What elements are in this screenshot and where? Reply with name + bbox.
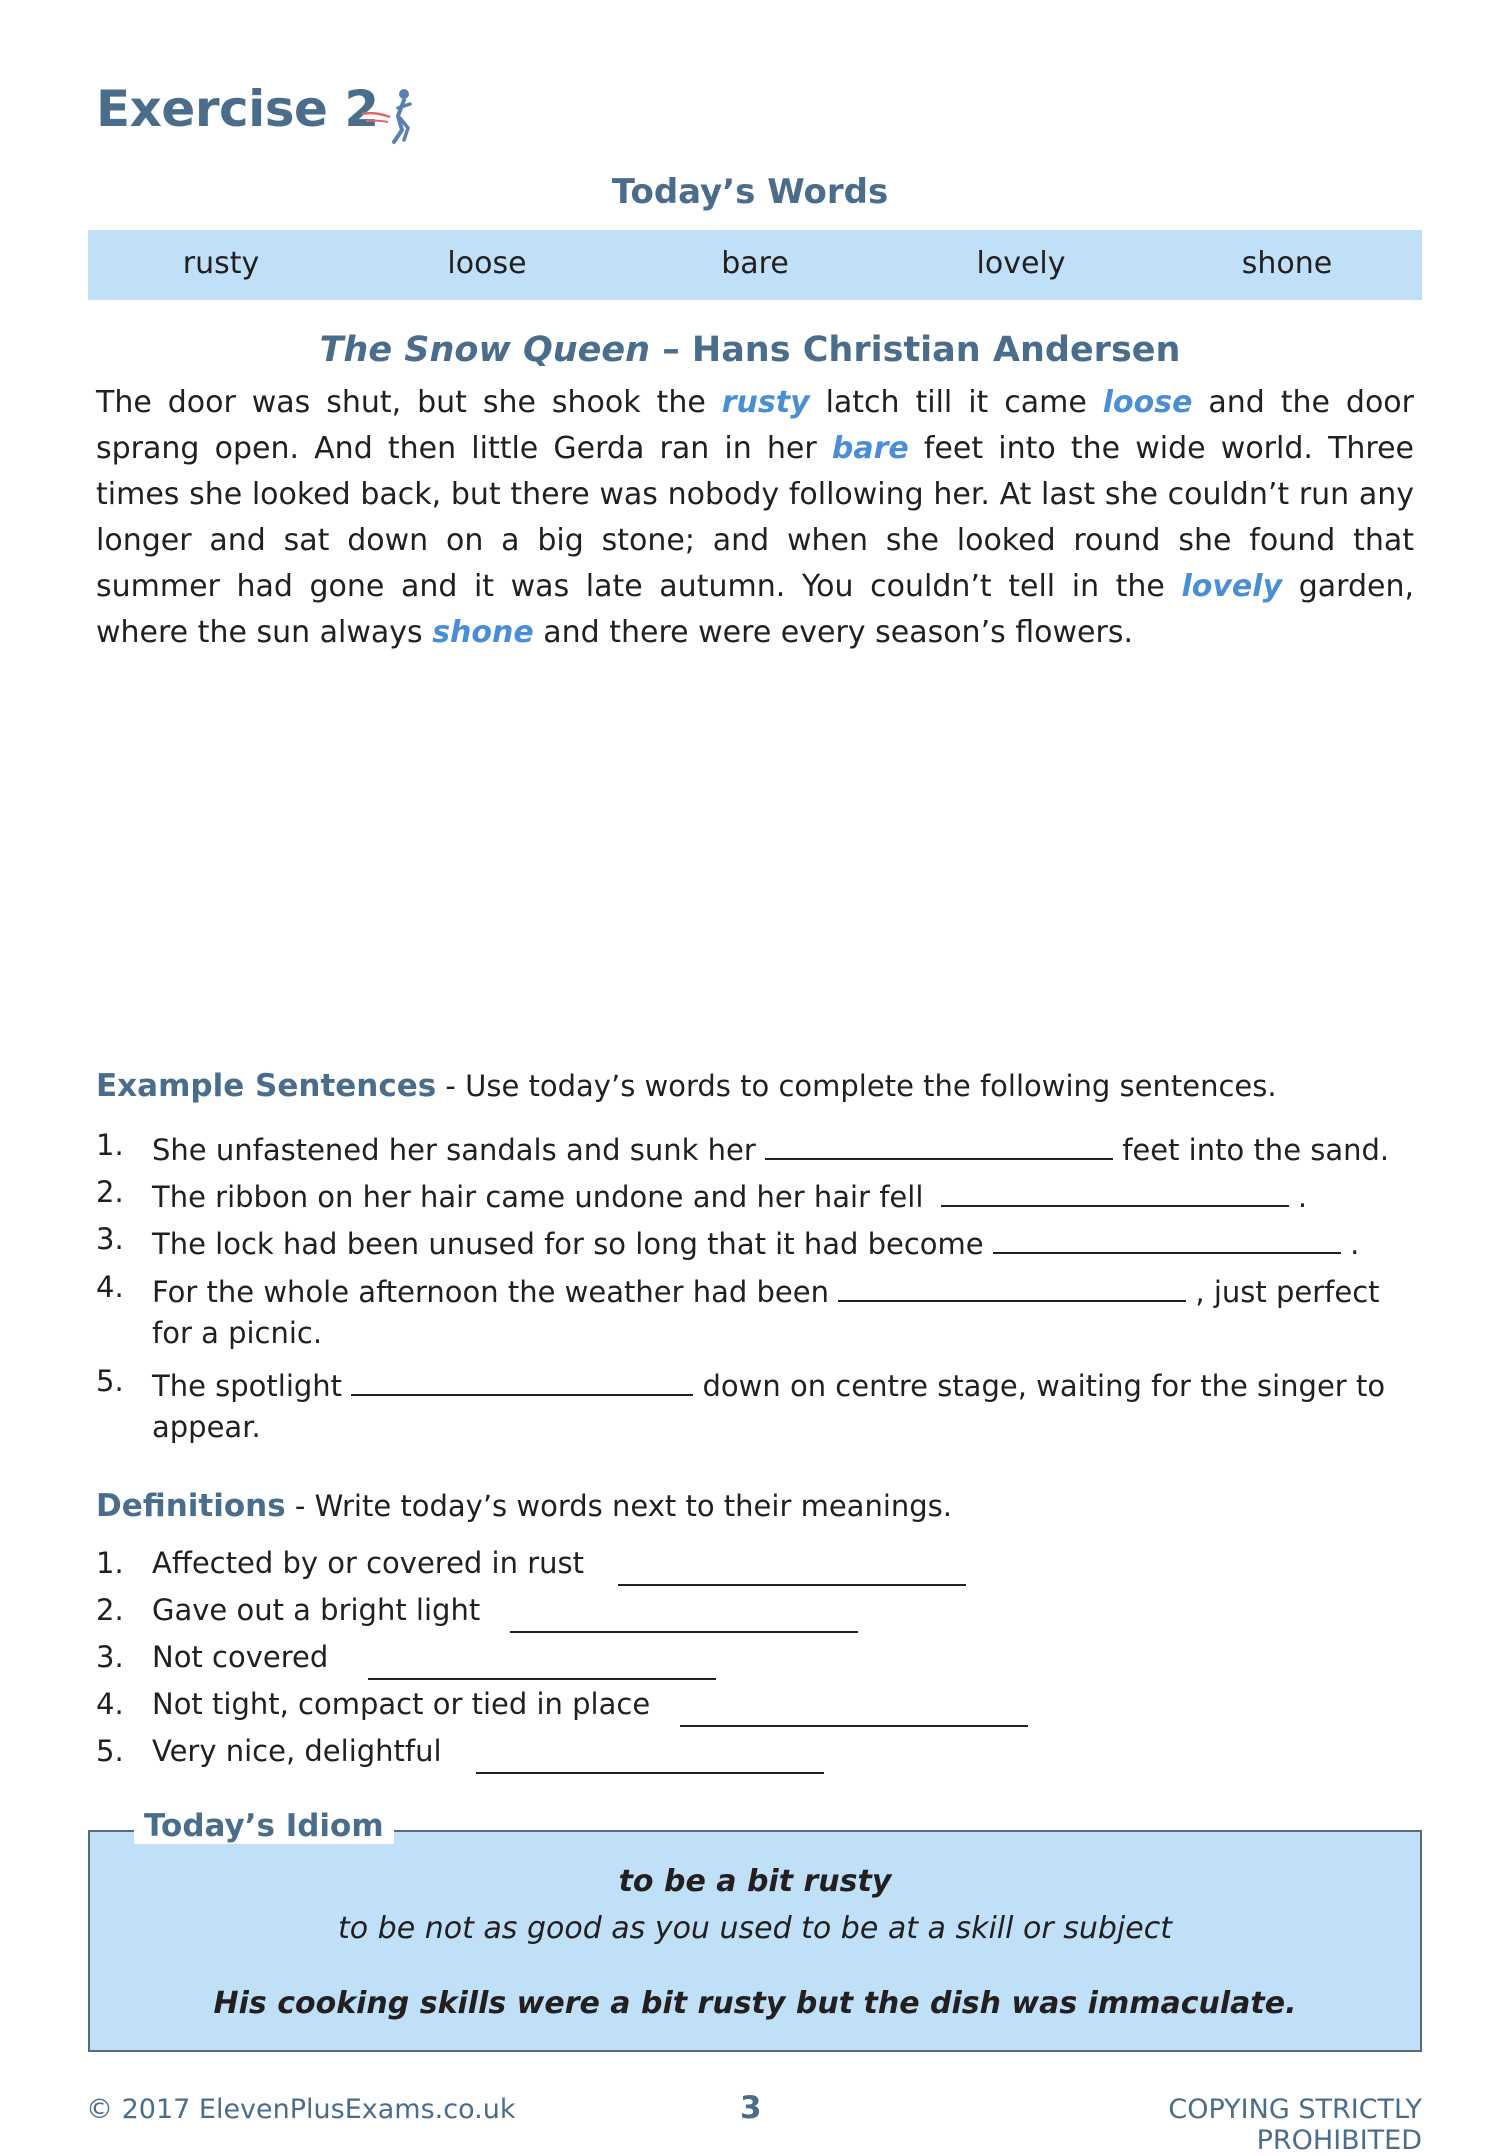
item-number: 1. [96, 1546, 124, 1580]
keyword-rusty: rusty [721, 385, 810, 420]
item-number: 3. [96, 1222, 124, 1256]
sentence-after: feet into the sand. [1122, 1133, 1390, 1167]
definition-text: Gave out a bright light [152, 1593, 481, 1627]
sentence-item [96, 1175, 1426, 1221]
keyword-loose: loose [1102, 385, 1193, 420]
sentence-item [96, 1222, 1426, 1268]
answer-blank[interactable] [680, 1695, 1028, 1727]
definition-text: Not tight, compact or tied in place [152, 1687, 651, 1721]
idiom-example: His cooking skills were a bit rusty but the dish was immaculate. [213, 1986, 1297, 2021]
word-lovely: lovely [976, 246, 1066, 281]
answer-blank[interactable] [476, 1742, 824, 1774]
example-sentences-heading [96, 1068, 1277, 1104]
sentence-item [96, 1270, 1426, 1316]
todays-words-band [88, 230, 1422, 300]
sentence-text [152, 1270, 1380, 1309]
definition-item [96, 1546, 1426, 1592]
sentence-before: For the whole afternoon the weather had been [152, 1275, 829, 1309]
sentence-after: . [1297, 1180, 1308, 1214]
story-passage [96, 380, 1414, 656]
idiom-box [88, 1830, 1422, 2052]
figure-skater-icon [358, 84, 428, 148]
exercise-title: Exercise 2 [96, 80, 379, 138]
sentence-text [152, 1128, 1389, 1167]
word-bare: bare [721, 246, 789, 281]
definition-item [96, 1593, 1426, 1639]
definitions-heading [96, 1488, 952, 1524]
answer-blank[interactable] [351, 1364, 693, 1396]
word-rusty: rusty [182, 246, 260, 281]
answer-blank[interactable] [838, 1270, 1186, 1302]
story-title [0, 330, 1500, 370]
idiom-phrase: to be a bit rusty [618, 1864, 892, 1899]
item-number: 3. [96, 1640, 124, 1674]
answer-blank[interactable] [993, 1222, 1341, 1254]
story-title-author: – Hans Christian Andersen [650, 330, 1181, 370]
sentence-text: for a picnic. [152, 1316, 323, 1350]
sentence-before: The ribbon on her hair came undone and her hair fell [152, 1180, 924, 1214]
sentence-before: The spotlight [152, 1369, 343, 1403]
sentence-before: The lock had been unused for so long that it had become [152, 1227, 984, 1261]
item-number: 2. [96, 1593, 124, 1627]
keyword-lovely: lovely [1181, 569, 1283, 604]
answer-blank[interactable] [510, 1601, 858, 1633]
sentence-continuation [96, 1316, 1426, 1362]
passage-text: and the door sprang open. And then little Gerda ran in her [96, 385, 1414, 466]
todays-words-title: Today’s Words [611, 172, 889, 212]
sentence-after: , just perfect [1195, 1275, 1380, 1309]
keyword-shone: shone [432, 615, 534, 650]
item-number: 4. [96, 1270, 124, 1304]
sentence-item [96, 1128, 1426, 1174]
word-shone: shone [1241, 246, 1333, 281]
sentence-text [152, 1222, 1359, 1261]
answer-blank[interactable] [368, 1648, 716, 1680]
definition-item [96, 1687, 1426, 1733]
footer-copyright: © 2017 ElevenPlusExams.co.uk [86, 2094, 516, 2125]
section-heading: Definitions [96, 1488, 286, 1524]
idiom-meaning: to be not as good as you used to be at a skill or subject [338, 1911, 1172, 1946]
passage-text: and there were every season’s flowers. [533, 615, 1134, 650]
item-number: 5. [96, 1734, 124, 1768]
passage-text: feet into the wide world. Three times she looked back, but there was nobody following her. At last she couldn’t run any longer and sat down on a big stone; and when she looked round she found that summer had gone and it was late autumn. You couldn’t tell in the [96, 431, 1414, 604]
item-number: 1. [96, 1128, 124, 1162]
page-number: 3 [740, 2090, 762, 2126]
definition-text: Not covered [152, 1640, 329, 1674]
item-number: 4. [96, 1687, 124, 1721]
section-heading: Example Sentences [96, 1068, 437, 1104]
sentence-text [152, 1364, 1385, 1403]
section-instruction: - Write today’s words next to their meanings. [285, 1489, 952, 1523]
footer-notice: COPYING STRICTLY PROHIBITED [1168, 2094, 1422, 2156]
sentence-after: . [1350, 1227, 1360, 1261]
sentence-before: She unfastened her sandals and sunk her [152, 1133, 756, 1167]
definition-text: Very nice, delightful [152, 1734, 442, 1768]
idiom-label: Today’s Idiom [134, 1808, 394, 1844]
definition-text: Affected by or covered in rust [152, 1546, 584, 1580]
definition-item [96, 1640, 1426, 1686]
definition-item [96, 1734, 1426, 1780]
answer-blank[interactable] [941, 1175, 1289, 1207]
answer-blank[interactable] [618, 1554, 966, 1586]
item-number: 2. [96, 1175, 124, 1209]
answer-blank[interactable] [765, 1128, 1113, 1160]
keyword-bare: bare [831, 431, 909, 466]
sentence-text: appear. [152, 1410, 261, 1444]
sentence-item [96, 1364, 1426, 1410]
word-loose: loose [447, 246, 527, 281]
sentence-text [152, 1175, 1307, 1214]
passage-text: latch till it came [809, 385, 1103, 420]
story-title-book: The Snow Queen [319, 330, 651, 370]
item-number: 5. [96, 1364, 124, 1398]
section-instruction: - Use today’s words to complete the following sentences. [436, 1069, 1277, 1103]
sentence-continuation [96, 1410, 1426, 1456]
passage-text: The door was shut, but she shook the [96, 385, 722, 420]
sentence-after: down on centre stage, waiting for the singer to [702, 1369, 1386, 1403]
passage-text: garden, where the sun always [96, 569, 1414, 650]
